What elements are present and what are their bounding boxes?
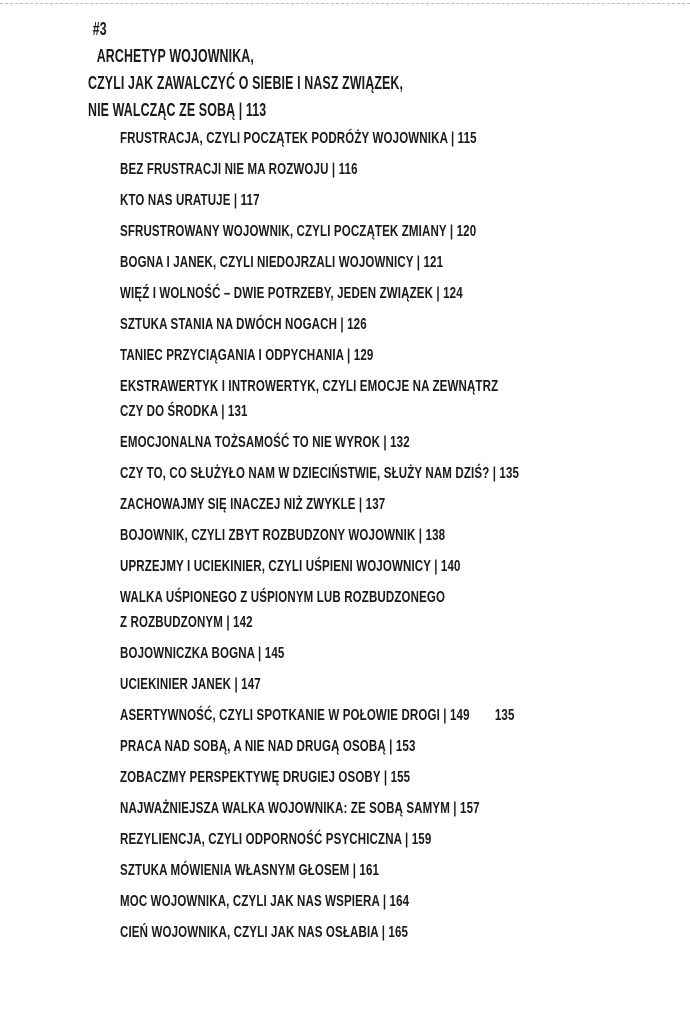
toc-entry-line: PRACA NAD SOBĄ, A NIE NAD DRUGĄ OSOBĄ | 153 [120,738,416,755]
toc-entry [120,343,674,368]
table-of-contents [120,126,674,951]
toc-entry [120,672,674,697]
toc-entry [120,889,674,914]
toc-entry [120,312,674,337]
stray-page-number: 135 [494,707,515,724]
toc-entry-line: TANIEC PRZYCIĄGANIA I ODPYCHANIA | 129 [120,347,374,364]
toc-entry [120,920,674,945]
toc-entry [120,250,674,275]
toc-entry-line: BOJOWNIK, CZYLI ZBYT ROZBUDZONY WOJOWNIK | 138 [120,527,446,544]
toc-entry-line: UPRZEJMY I UCIEKINIER, CZYLI UŚPIENI WOJOWNICY | 140 [120,558,461,575]
toc-entry-line: SZTUKA STANIA NA DWÓCH NOGACH | 126 [120,316,367,333]
top-dashed-divider [0,3,690,4]
chapter-title-line: NIE WALCZĄC ZE SOBĄ | 113 [88,99,267,120]
toc-entry [120,430,674,455]
toc-entry-line: EMOCJONALNA TOŻSAMOŚĆ TO NIE WYROK | 132 [120,434,410,451]
toc-entry [120,827,674,852]
toc-entry-line: REZYLIENCJA, CZYLI ODPORNOŚĆ PSYCHICZNA | 159 [120,831,432,848]
toc-entry-line: EKSTRAWERTYK I INTROWERTYK, CZYLI EMOCJE NA ZEWNĄTRZ [120,378,499,395]
toc-entry [120,374,674,424]
toc-entry-line: ASERTYWNOŚĆ, CZYLI SPOTKANIE W POŁOWIE DROGI | 149 135 [120,707,515,724]
toc-entry [120,492,674,517]
toc-entry-line: WALKA UŚPIONEGO Z UŚPIONYM LUB ROZBUDZONEGO [120,589,446,606]
toc-entry [120,461,674,486]
toc-entry [120,703,674,728]
toc-entry [120,585,674,635]
toc-entry-line: BOGNA I JANEK, CZYLI NIEDOJRZALI WOJOWNICY | 121 [120,254,444,271]
chapter-title-line: CZYLI JAK ZAWALCZYĆ O SIEBIE I NASZ ZWIĄZEK, [88,72,404,93]
toc-entry [120,641,674,666]
toc-entry-line: BOJOWNICZKA BOGNA | 145 [120,645,285,662]
toc-entry-line: CIEŃ WOJOWNIKA, CZYLI JAK NAS OSŁABIA | 165 [120,924,409,941]
toc-entry [120,523,674,548]
toc-entry-line: WIĘŹ I WOLNOŚĆ – DWIE POTRZEBY, JEDEN ZWIĄZEK | 124 [120,285,463,302]
toc-entry-line: ZACHOWAJMY SIĘ INACZEJ NIŻ ZWYKLE | 137 [120,496,386,513]
toc-entry [120,157,674,182]
chapter-title-line: ARCHETYP WOJOWNIKA, [96,45,254,66]
toc-entry-line: Z ROZBUDZONYM | 142 [120,614,253,631]
chapter-header [88,15,558,123]
toc-entry [120,554,674,579]
toc-entry-line: SZTUKA MÓWIENIA WŁASNYM GŁOSEM | 161 [120,862,380,879]
toc-entry-line: CZY DO ŚRODKA | 131 [120,403,248,420]
toc-entry [120,126,674,151]
toc-entry [120,796,674,821]
toc-entry [120,734,674,759]
toc-entry [120,188,674,213]
toc-entry-line: ZOBACZMY PERSPEKTYWĘ DRUGIEJ OSOBY | 155 [120,769,411,786]
toc-entry [120,281,674,306]
toc-entry-line: SFRUSTROWANY WOJOWNIK, CZYLI POCZĄTEK ZMIANY | 120 [120,223,477,240]
toc-entry-line: MOC WOJOWNIKA, CZYLI JAK NAS WSPIERA | 164 [120,893,410,910]
toc-entry [120,858,674,883]
toc-entry [120,219,674,244]
toc-entry [120,765,674,790]
toc-entry-line: UCIEKINIER JANEK | 147 [120,676,261,693]
chapter-number: #3 [92,18,107,39]
toc-entry-line: CZY TO, CO SŁUŻYŁO NAM W DZIECIŃSTWIE, SŁUŻY NAM DZIŚ? | 135 [120,465,520,482]
toc-entry-line: KTO NAS URATUJE | 117 [120,192,260,209]
toc-entry-line: FRUSTRACJA, CZYLI POCZĄTEK PODRÓŻY WOJOWNIKA | 115 [120,130,477,147]
toc-entry-line: NAJWAŻNIEJSZA WALKA WOJOWNIKA: ZE SOBĄ SAMYM | 157 [120,800,480,817]
toc-entry-line: BEZ FRUSTRACJI NIE MA ROZWOJU | 116 [120,161,358,178]
chapter-title [88,42,558,123]
